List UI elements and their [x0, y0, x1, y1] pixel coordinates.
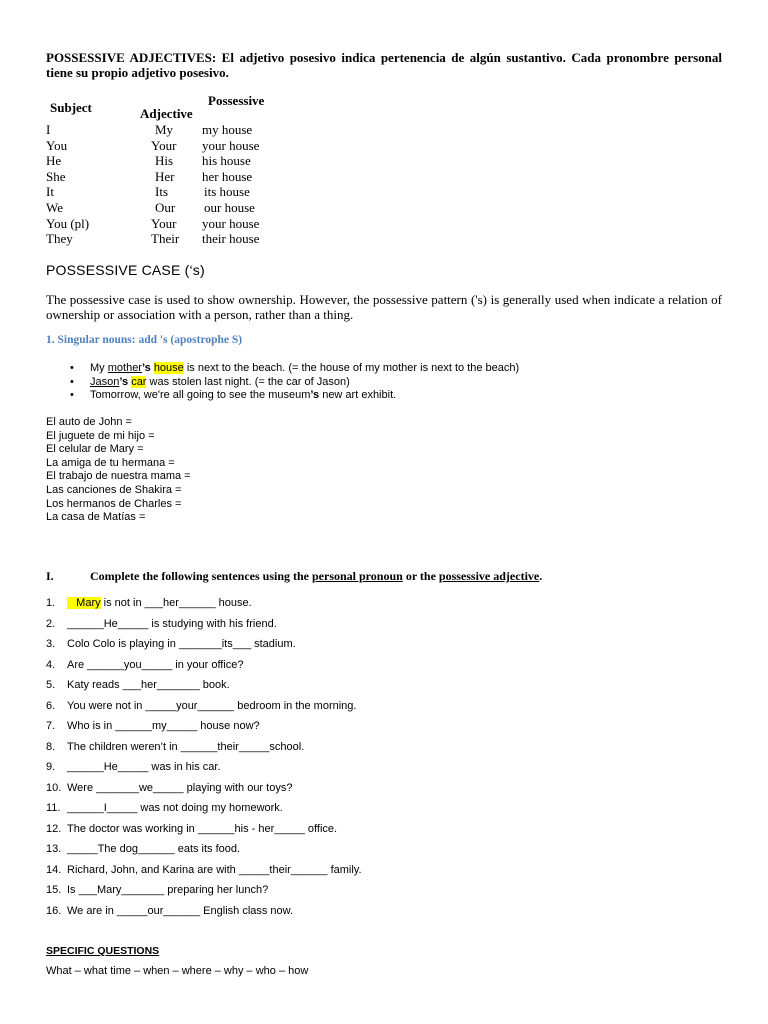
possessive-case-title: POSSESSIVE CASE (‘s) [46, 262, 205, 278]
table-cell-adjective: His [155, 153, 174, 169]
translation-item: La casa de Matías = [46, 511, 146, 524]
table-header-adjective: Adjective [140, 106, 193, 121]
intro-paragraph: POSSESSIVE ADJECTIVES: El adjetivo posesivo indica pertenencia de algún sustantivo. Cada pronombre personal tiene su propio adjetivo posesivo. [46, 50, 722, 80]
exercise-item [46, 638, 296, 650]
table-cell-subject: She [46, 168, 66, 184]
highlighted-word: Mary [67, 597, 101, 609]
exercise-item [46, 618, 277, 630]
bullet-dot: • [70, 389, 74, 402]
bullet-dot: • [70, 375, 74, 388]
exercise-number: 6. [46, 699, 56, 712]
exercise-sentence: ______He_____ was in his car. [67, 761, 221, 773]
exercise-number: 10. [46, 781, 62, 794]
table-cell-adjective: Their [151, 231, 180, 247]
possessive-case-paragraph: The possessive case is used to show ownership. However, the possessive pattern ('s) is generally used when indicate a relation of ownership or association with a person, rather than a thing. [46, 292, 722, 322]
exercise-sentence: Were _______we_____ playing with our toys? [67, 781, 293, 794]
exercise-number: 13. [46, 843, 62, 855]
table-cell-subject: You [46, 137, 68, 153]
translation-item: El trabajo de nuestra mama = [46, 470, 191, 483]
translation-list [46, 416, 191, 525]
highlighted-word: car [131, 375, 147, 388]
exercise-number: 3. [46, 638, 56, 650]
exercise-number: 2. [46, 617, 56, 630]
bullet-item: • Jason’s car was stolen last night. (= the car of Jason) [70, 375, 350, 388]
translation-item: La amiga de tu hermana = [46, 456, 175, 469]
exercise-sentence: You were not in _____your______ bedroom in the morning. [67, 699, 357, 712]
exercise-item [46, 823, 337, 835]
exercise-number: 11. [46, 802, 61, 814]
exercise-number: 16. [46, 904, 62, 917]
exercise-number: 4. [46, 658, 56, 671]
exercise-sentence: The doctor was working in ______his - her_____ office. [67, 822, 338, 835]
table-cell-example: its house [204, 184, 250, 200]
exercise-item [46, 884, 268, 896]
exercise-number: 7. [46, 720, 56, 732]
table-cell-adjective: Your [151, 215, 177, 231]
exercise-sentence: Are ______you_____ in your office? [67, 658, 244, 671]
table-cell-example: my house [202, 122, 253, 137]
table-cell-example: their house [202, 231, 260, 247]
table-cell-example: her house [202, 168, 253, 184]
translation-item: Las canciones de Shakira = [46, 483, 182, 496]
table-cell-subject: We [46, 200, 63, 215]
specific-questions-title: SPECIFIC QUESTIONS [46, 945, 160, 957]
bullet-item: • Tomorrow, we're all going to see the museum’s new art exhibit. [70, 389, 397, 402]
table-cell-adjective: Its [155, 184, 168, 200]
exercise-heading: I. Complete the following sentences using the personal pronoun or the possessive adjective. [46, 569, 543, 583]
exercise-item [46, 679, 230, 691]
exercise-sentence: Who is in ______my_____ house now? [67, 720, 260, 732]
table-cell-adjective: My [155, 122, 174, 137]
highlighted-word: house [153, 362, 184, 374]
exercise-sentence: Katy reads ___her_______ book. [67, 679, 230, 691]
exercise-item [46, 741, 304, 753]
translation-item: El auto de John = [46, 416, 132, 428]
exercise-number: 12. [46, 822, 62, 835]
exercise-sentence: is not in ___her______ house. [100, 597, 252, 609]
question-words: What – what time – when – where – why – who – how [46, 965, 309, 977]
example-bullet-list [70, 362, 519, 403]
table-cell-subject: You (pl) [46, 215, 90, 231]
bullet-dot: • [70, 362, 74, 374]
exercise-number: 15. [46, 884, 62, 896]
exercise-item [46, 782, 292, 794]
exercise-sentence: _____The dog______ eats its food. [67, 843, 241, 855]
exercise-sentence: The children weren’t in ______their_____school. [67, 740, 305, 753]
table-cell-example: our house [204, 200, 255, 215]
exercise-sentence: Is ___Mary_______ preparing her lunch? [67, 884, 269, 896]
exercise-number: 9. [46, 761, 56, 773]
table-cell-adjective: Your [151, 137, 177, 153]
table-cell-subject: He [46, 153, 62, 169]
translation-item: El juguete de mi hijo = [46, 429, 155, 442]
exercise-item [46, 905, 293, 917]
exercise-number: 8. [46, 740, 56, 753]
exercise-sentence: ______He_____ is studying with his friend. [67, 617, 277, 630]
table-cell-example: his house [202, 153, 251, 169]
exercise-sentence: Colo Colo is playing in _______its___ stadium. [67, 638, 296, 650]
exercise-item [46, 700, 356, 712]
exercise-item [46, 659, 244, 671]
table-cell-adjective: Our [155, 200, 176, 215]
exercise-item [46, 802, 283, 814]
exercise-number: 1. [46, 597, 56, 609]
table-cell-subject: It [46, 184, 54, 200]
table-header-subject: Subject [50, 100, 92, 115]
table-cell-subject: They [46, 231, 73, 247]
bullet-item: • My mother’s house is next to the beach. (= the house of my mother is next to the beach) [70, 362, 520, 374]
table-cell-example: your house [202, 137, 260, 153]
translation-item: Los hermanos de Charles = [46, 497, 182, 510]
table-cell-adjective: Her [155, 168, 175, 184]
rule-heading: 1. Singular nouns: add 's (apostrophe S) [46, 334, 243, 346]
exercise-item [46, 761, 221, 773]
exercise-sentence: Richard, John, and Karina are with _____their______ family. [67, 863, 362, 876]
table-header-possessive: Possessive [208, 93, 265, 108]
table-cell-example: your house [202, 215, 260, 231]
exercise-sentence: ______I_____ was not doing my homework. [67, 802, 283, 814]
exercise-item [46, 720, 260, 732]
exercise-item [46, 864, 362, 876]
table-cell-subject: I [46, 122, 51, 137]
translation-item: El celular de Mary = [46, 443, 144, 456]
exercise-number: 5. [46, 679, 56, 691]
exercise-item [46, 843, 240, 855]
exercise-item [46, 597, 252, 609]
exercise-sentence: We are in _____our______ English class now. [67, 904, 294, 917]
exercise-number: 14. [46, 863, 62, 876]
